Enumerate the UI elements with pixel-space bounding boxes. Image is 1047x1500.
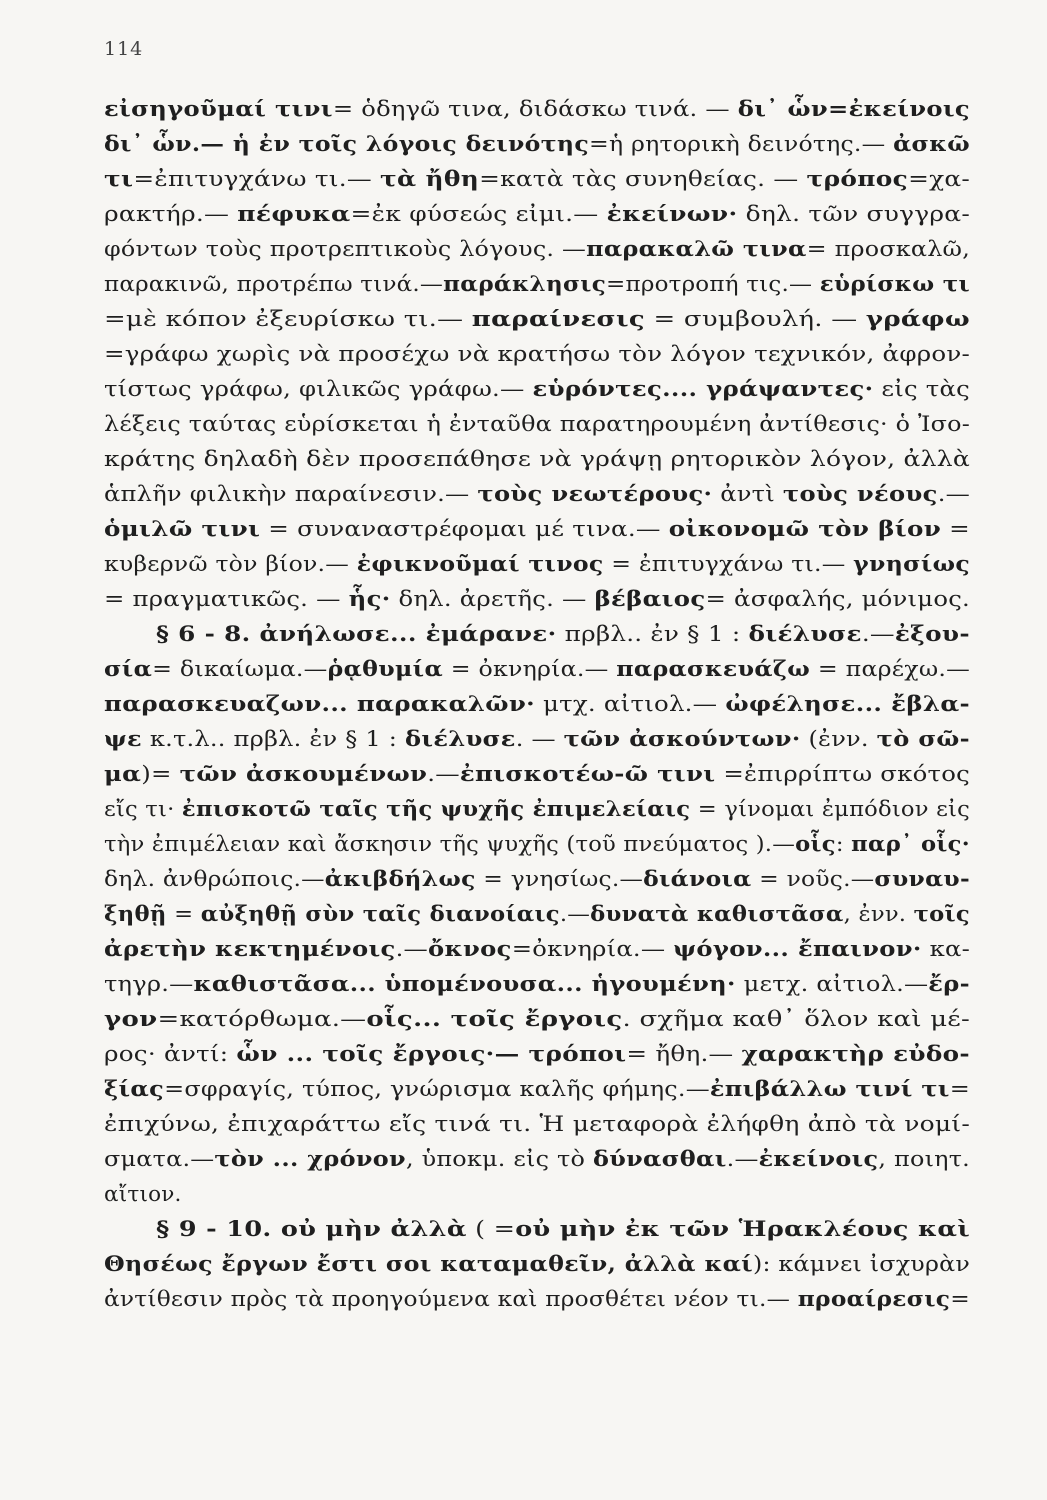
bold-lemma: ἐπιβάλλω τινί τι	[709, 1077, 950, 1102]
text-line	[104, 1282, 970, 1317]
gloss-text: πρβλ.. ἐν § 1 :	[556, 622, 749, 647]
gloss-text: (ἐνν.	[800, 727, 877, 752]
gloss-text: . —	[515, 727, 564, 752]
gloss-text: = παρέχω.—	[810, 657, 970, 682]
bold-lemma: τὰ ἤθη	[380, 167, 480, 192]
bold-lemma: καθιστᾶσα... ὑπομένουσα... ἡγουμένη·	[193, 972, 736, 997]
gloss-text: =ἐπιρρίπτω σκότος	[715, 762, 970, 787]
bold-lemma: παραίνεσις	[471, 307, 646, 332]
bold-lemma: ἀκιβδήλως	[324, 867, 476, 892]
bold-lemma: χαρακτὴρ εὐδο-	[741, 1042, 970, 1067]
gloss-text: ἀντὶ	[712, 482, 783, 507]
text-line	[104, 582, 970, 617]
text-line	[104, 617, 970, 652]
gloss-text: )=	[141, 762, 180, 787]
bold-lemma: ἔρ-	[928, 972, 970, 997]
bold-lemma: εὑρόντες.... γράψαντες·	[532, 377, 874, 402]
text-line	[104, 372, 970, 407]
gloss-text: :	[835, 832, 852, 857]
text-line	[104, 302, 970, 337]
bold-lemma: παρακαλῶ τινα	[586, 237, 807, 262]
bold-lemma: βέβαιος	[594, 587, 706, 612]
text-line	[104, 1247, 970, 1282]
bold-lemma: εἰσηγοῦμαί τινι	[104, 97, 333, 122]
gloss-text: ρακτήρ.—	[104, 202, 238, 227]
gloss-text: = προσκαλῶ,	[806, 237, 970, 262]
text-line	[104, 512, 970, 547]
text-line	[104, 862, 970, 897]
gloss-text: = νοῦς.—	[751, 867, 875, 892]
text-line	[104, 197, 970, 232]
gloss-text: ): κάμνει ἰσχυρὰν	[752, 1252, 970, 1277]
bold-lemma: εὑρίσκω τι	[819, 272, 970, 297]
bold-lemma: τὸν ... χρόνον	[214, 1147, 406, 1172]
bold-lemma: γνησίως	[853, 552, 970, 577]
gloss-text: ἀντίθεσιν πρὸς τὰ προηγούμενα καὶ προσθέτει νέον τι.—	[104, 1287, 798, 1312]
gloss-text: =κατόρθωμα.—	[157, 1007, 367, 1032]
text-line	[104, 1177, 970, 1212]
bold-lemma: παρασκευαζων... παρακαλῶν·	[104, 692, 536, 717]
gloss-text: = ἤθη.—	[626, 1042, 742, 1067]
text-line	[104, 92, 970, 127]
bold-lemma: οἷς... τοῖς ἔργοις	[366, 1007, 623, 1032]
text-line	[104, 337, 970, 372]
gloss-text: , ἐνν.	[843, 902, 914, 927]
bold-lemma: ψε	[104, 727, 142, 752]
bold-lemma: ἐξου-	[894, 622, 970, 647]
bold-lemma: δυνατὰ καθιστᾶσα	[590, 902, 844, 927]
bold-lemma: ἐπισκοτῶ ταῖς τῆς ψυχῆς ἐπιμελείαις	[181, 797, 691, 822]
gloss-text: =	[941, 517, 970, 542]
gloss-text: =	[949, 1077, 971, 1102]
text-line	[104, 722, 970, 757]
bold-lemma: διέλυσε	[748, 622, 862, 647]
bold-lemma: Θησέως ἔργων ἔστι σοι καταμαθεῖν, ἀλλὰ καί	[104, 1252, 753, 1277]
bold-lemma: διάνοια	[643, 867, 752, 892]
gloss-text: =	[950, 1287, 970, 1312]
bold-lemma: οὐ μὴν ἐκ τῶν Ἡρακλέους καὶ	[515, 1217, 970, 1242]
gloss-text: =κατὰ τὰς συνηθείας. —	[479, 167, 807, 192]
gloss-text: δηλ. ἀρετῆς. —	[390, 587, 595, 612]
text-line	[104, 967, 970, 1002]
gloss-text: ρος· ἀντί:	[104, 1042, 237, 1067]
gloss-text: εἰς τὰς	[873, 377, 971, 402]
bold-lemma: ἧς·	[348, 587, 391, 612]
bold-lemma: παρασκευάζω	[616, 657, 811, 682]
bold-lemma: ὧν ... τοῖς ἔργοις·— τρόποι	[236, 1042, 627, 1067]
gloss-text: =ὀκνηρία.—	[511, 937, 674, 962]
bold-lemma: τοὺς νέους	[782, 482, 938, 507]
gloss-text: . σχῆμα καθ᾿ ὅλον καὶ μέ-	[622, 1007, 970, 1032]
text-line	[104, 1072, 970, 1107]
bold-lemma: οἷς	[795, 832, 836, 857]
text-line	[104, 1142, 970, 1177]
gloss-text: .—	[937, 482, 970, 507]
bold-lemma: παράκλησις	[443, 272, 607, 297]
bold-lemma: ἐκείνων·	[606, 202, 738, 227]
text-line	[104, 757, 970, 792]
gloss-text: =ἡ ρητορικὴ δεινότης.—	[589, 132, 894, 157]
bold-lemma: ἐπισκοτέω-ῶ τινι	[459, 762, 716, 787]
bold-lemma: διέλυσε	[405, 727, 516, 752]
bold-lemma: γράφω	[865, 307, 970, 332]
bold-lemma: παρ᾿ οἷς·	[851, 832, 970, 857]
bold-lemma: τοὺς νεωτέρους·	[477, 482, 713, 507]
gloss-text: =χα-	[908, 167, 970, 192]
text-line	[104, 1002, 970, 1037]
text-line	[104, 652, 970, 687]
bold-lemma: πέφυκα	[237, 202, 351, 227]
gloss-text: κράτης δηλαδὴ δὲν προσεπάθησε νὰ γράψῃ ρητορικὸν λόγον, ἀλλὰ	[104, 447, 970, 472]
gloss-text: .—	[861, 622, 895, 647]
gloss-text: ἁπλῆν φιλικὴν παραίνεσιν.—	[104, 482, 478, 507]
text-line	[104, 687, 970, 722]
gloss-text: .—	[427, 762, 460, 787]
gloss-text: κα-	[921, 937, 970, 962]
gloss-text: τὴν ἐπιμέλειαν καὶ ἄσκησιν τῆς ψυχῆς (τοῦ πνεύματος ).—	[104, 832, 796, 857]
bold-lemma: § 9 - 10. οὐ μὴν ἀλλὰ	[156, 1217, 467, 1242]
text-line	[104, 162, 970, 197]
gloss-text: =	[166, 902, 201, 927]
text-line	[104, 267, 970, 302]
gloss-text: μτχ. αἰτιολ.—	[535, 692, 726, 717]
gloss-text: τηγρ.—	[104, 972, 194, 997]
bold-lemma: συναυ-	[874, 867, 971, 892]
gloss-text: = δικαίωμα.—	[152, 657, 328, 682]
page-number: 114	[104, 38, 144, 60]
text-line	[104, 127, 970, 162]
gloss-text: κυβερνῶ τὸν βίον.—	[104, 552, 357, 577]
gloss-text: = γίνομαι ἐμπόδιον εἰς	[690, 797, 970, 822]
text-line	[104, 827, 970, 862]
gloss-text: =ἐπιτυγχάνω τι.—	[133, 167, 381, 192]
text-line	[104, 792, 970, 827]
gloss-text: = πραγματικῶς. —	[104, 587, 349, 612]
bold-lemma: ἐκείνοις	[758, 1147, 879, 1172]
text-line	[104, 1212, 970, 1247]
gloss-text: λέξεις ταύτας εὑρίσκεται ἡ ἐνταῦθα παρατηρουμένη ἀντίθεσις· ὁ Ἰσο-	[104, 412, 970, 437]
gloss-text: .—	[559, 902, 591, 927]
gloss-text: = συμβουλή. —	[645, 307, 866, 332]
gloss-text: .—	[395, 937, 428, 962]
gloss-text: =γράφω χωρὶς νὰ προσέχω νὰ κρατήσω τὸν λόγον τεχνικόν, ἀφρον-	[104, 342, 970, 367]
bold-lemma: ἀσκῶ	[893, 132, 970, 157]
bold-lemma: ἀρετὴν κεκτημένοις	[104, 937, 396, 962]
gloss-text: =σφραγίς, τύπος, γνώρισμα καλῆς φήμης.—	[164, 1077, 710, 1102]
text-line	[104, 232, 970, 267]
gloss-text: μετχ. αἰτιολ.—	[735, 972, 929, 997]
bold-lemma: προαίρεσις	[797, 1287, 951, 1312]
bold-lemma: σία	[104, 657, 153, 682]
gloss-text: φόντων τοὺς προτρεπτικοὺς λόγους. —	[104, 237, 587, 262]
bold-lemma: αὐξηθῇ σὺν ταῖς διανοίαις	[200, 902, 560, 927]
gloss-text: = γνησίως.—	[475, 867, 644, 892]
gloss-text: =προτροπή τις.—	[606, 272, 820, 297]
gloss-text: =ἐκ φύσεώς εἰμι.—	[350, 202, 607, 227]
bold-lemma: δύνασθαι	[592, 1147, 727, 1172]
text-line	[104, 407, 970, 442]
gloss-text: εἴς τι·	[104, 797, 182, 822]
text-line	[104, 442, 970, 477]
gloss-text: , ὑποκμ. εἰς τὸ	[405, 1147, 593, 1172]
bold-lemma: δι᾿ ὧν.— ἡ ἐν τοῖς λόγοις δεινότης	[104, 132, 590, 157]
text-line	[104, 1037, 970, 1072]
gloss-text: = ὁδηγῶ τινα, διδάσκω τινά. —	[332, 97, 738, 122]
gloss-text: παρακινῶ, προτρέπω τινά.—	[104, 272, 444, 297]
bold-lemma: τρόπος	[806, 167, 909, 192]
bold-lemma: τι	[104, 167, 134, 192]
bold-lemma: ψόγον... ἔπαινον·	[673, 937, 922, 962]
gloss-text: = ἀσφαλής, μόνιμος.	[705, 587, 970, 612]
text-line	[104, 932, 970, 967]
bold-lemma: τῶν ἀσκούντων·	[563, 727, 801, 752]
gloss-text: αἴτιον.	[104, 1182, 182, 1207]
bold-lemma: γον	[104, 1007, 158, 1032]
bold-lemma: ξηθῇ	[104, 902, 167, 927]
bold-lemma: δι᾿ ὧν=ἐκείνοις	[737, 97, 971, 122]
bold-lemma: ῥᾳθυμία	[327, 657, 444, 682]
gloss-text: τίστως γράφω, φιλικῶς γράφω.—	[104, 377, 533, 402]
gloss-text: δηλ. τῶν συγγρα-	[737, 202, 970, 227]
gloss-text: ἐπιχύνω, ἐπιχαράττω εἴς τινά τι. Ἡ μεταφορὰ ἐλήφθη ἀπὸ τὰ νομί-	[104, 1112, 970, 1137]
bold-lemma: § 6 - 8. ἀνήλωσε... ἐμάρανε·	[156, 622, 557, 647]
commentary-text-block	[104, 92, 970, 1317]
bold-lemma: τὸ σῶ-	[876, 727, 970, 752]
bold-lemma: ξίας	[104, 1077, 165, 1102]
gloss-text: , ποιητ.	[878, 1147, 970, 1172]
text-line	[104, 477, 970, 512]
text-line	[104, 1107, 970, 1142]
bold-lemma: οἰκονομῶ τὸν βίον	[668, 517, 942, 542]
gloss-text: = ὀκνηρία.—	[443, 657, 617, 682]
gloss-text: δηλ. ἀνθρώποις.—	[104, 867, 325, 892]
gloss-text: σματα.—	[104, 1147, 215, 1172]
bold-lemma: ἐφικνοῦμαί τινος	[356, 552, 604, 577]
bold-lemma: ὠφέλησε... ἔβλα-	[725, 692, 970, 717]
gloss-text: ( =	[466, 1217, 516, 1242]
bold-lemma: ὁμιλῶ τινι	[104, 517, 261, 542]
bold-lemma: μα	[104, 762, 142, 787]
gloss-text: =μὲ κόπον ἐξευρίσκω τι.—	[104, 307, 472, 332]
gloss-text: = συναναστρέφομαι μέ τινα.—	[260, 517, 669, 542]
gloss-text: = ἐπιτυγχάνω τι.—	[603, 552, 854, 577]
gloss-text: .—	[726, 1147, 759, 1172]
text-line	[104, 547, 970, 582]
bold-lemma: τῶν ἀσκουμένων	[179, 762, 428, 787]
text-line	[104, 897, 970, 932]
bold-lemma: ὄκνος	[427, 937, 512, 962]
bold-lemma: τοῖς	[913, 902, 971, 927]
gloss-text: κ.τ.λ.. πρβλ. ἐν § 1 :	[141, 727, 406, 752]
